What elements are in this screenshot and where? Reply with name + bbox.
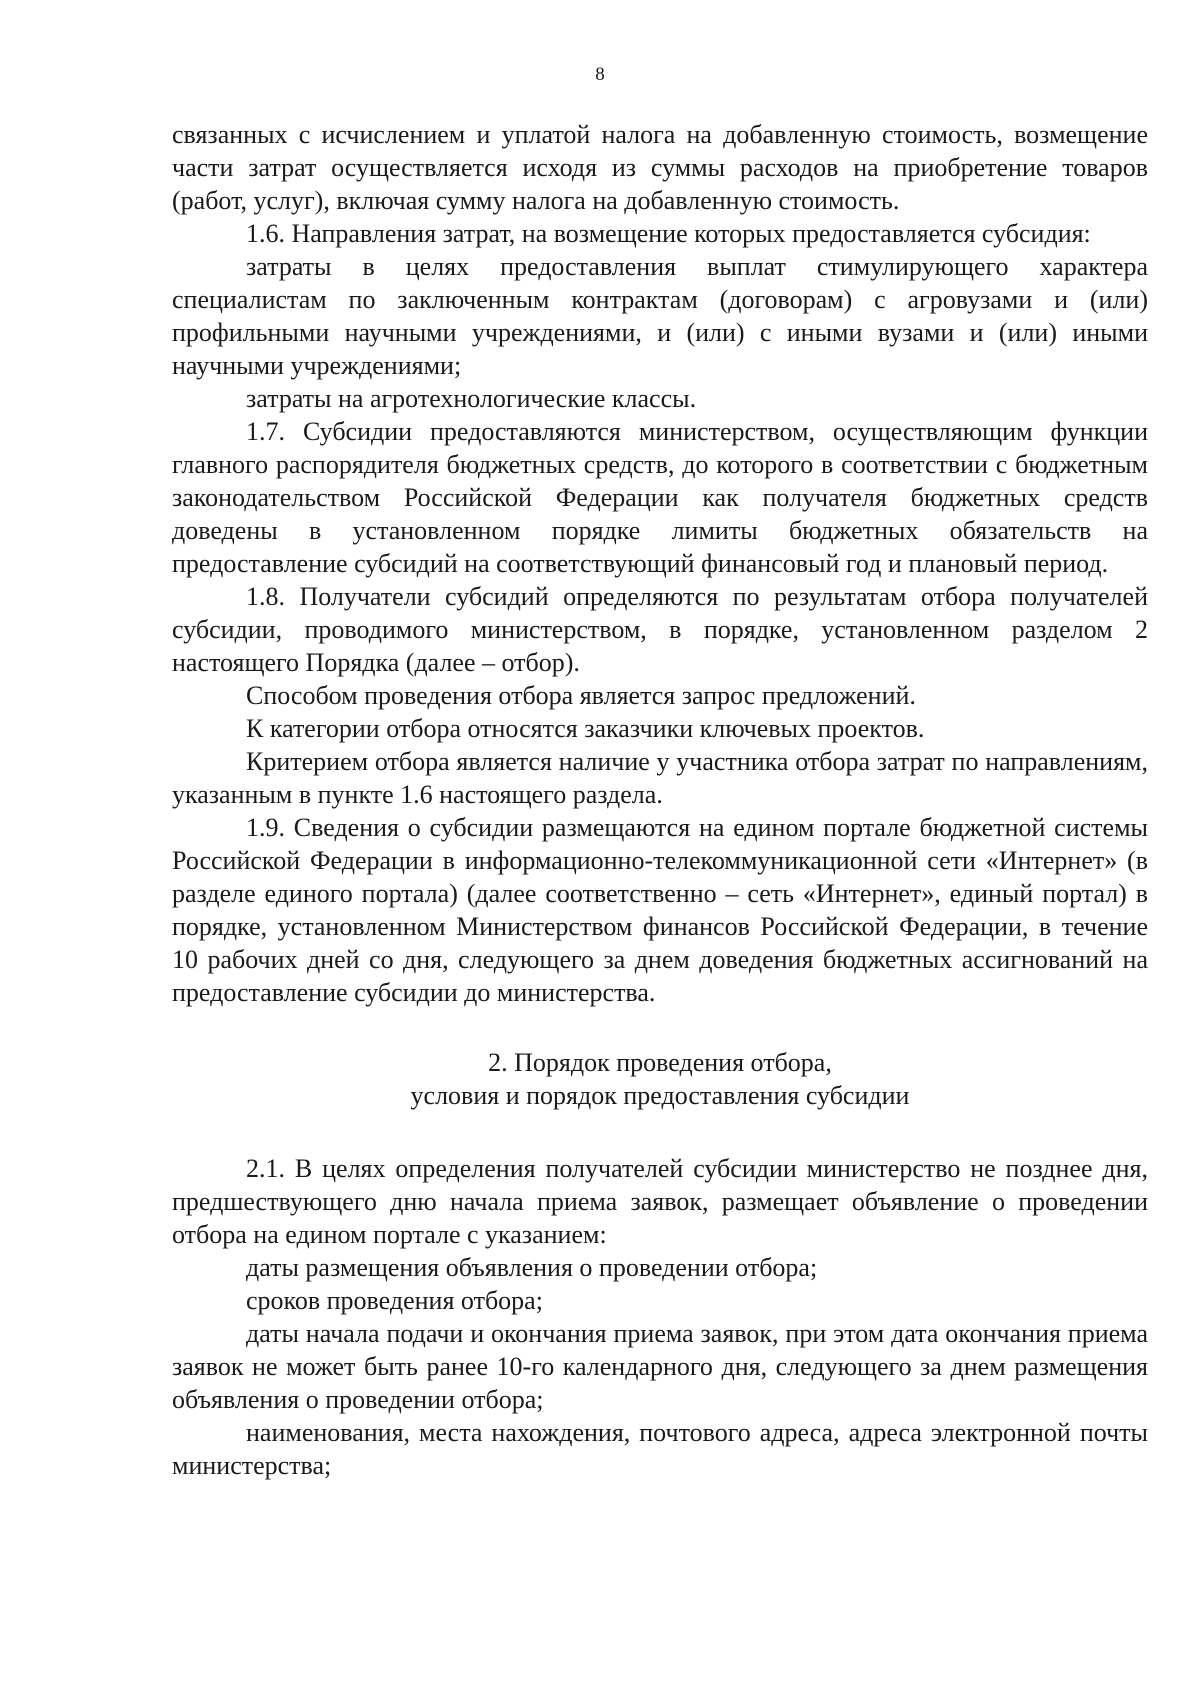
paragraph: 1.9. Сведения о субсидии размещаются на едином портале бюджетной системы Российской Федерации в информационно-телекоммуникационной сети «Интернет» (в разделе единого портала) (далее соответственно – сеть «Интернет», единый портал) в порядке, установленном Министерством финансов Российской Федерации, в течение 10 рабочих дней со дня, следующего за днем доведения бюджетных ассигнований на предоставление субсидии до министерства. xyxy=(172,813,1148,1007)
paragraph: 2.1. В целях определения получателей субсидии министерство не позднее дня, предшествующего дню начала приема заявок, размещает объявление о проведении отбора на едином портале с указанием: xyxy=(172,1154,1148,1249)
paragraph: Способом проведения отбора является запрос предложений. xyxy=(246,681,916,710)
paragraph: сроков проведения отбора; xyxy=(246,1286,543,1315)
paragraph: даты начала подачи и окончания приема заявок, при этом дата окончания приема заявок не может быть ранее 10-го календарного дня, следующего за днем размещения объявления о проведении отбора; xyxy=(172,1319,1148,1414)
section-heading-line: 2. Порядок проведения отбора, xyxy=(488,1048,832,1077)
paragraph: 1.6. Направления затрат, на возмещение которых предоставляется субсидия: xyxy=(246,219,1091,248)
page-number: 8 xyxy=(595,64,605,85)
document-body xyxy=(172,118,1148,1482)
paragraph: наименования, места нахождения, почтового адреса, адреса электронной почты министерства; xyxy=(172,1418,1148,1480)
paragraph: 1.8. Получатели субсидий определяются по результатам отбора получателей субсидии, проводимого министерством, в порядке, установленном разделом 2 настоящего Порядка (далее – отбор). xyxy=(172,582,1148,677)
paragraph: 1.7. Субсидии предоставляются министерством, осуществляющим функции главного распорядителя бюджетных средств, до которого в соответствии с бюджетным законодательством Российской Федерации как получателя бюджетных средств доведены в установленном порядке лимиты бюджетных обязательств на предоставление субсидий на соответствующий финансовый год и плановый период. xyxy=(172,417,1148,578)
section-heading-line: условия и порядок предоставления субсидии xyxy=(410,1081,910,1110)
section-heading xyxy=(172,1046,1148,1112)
paragraph: Критерием отбора является наличие у участника отбора затрат по направлениям, указанным в пункте 1.6 настоящего раздела. xyxy=(172,747,1148,809)
paragraph: К категории отбора относятся заказчики ключевых проектов. xyxy=(246,714,925,743)
paragraph: затраты в целях предоставления выплат стимулирующего характера специалистам по заключенным контрактам (договорам) с агровузами и (или) профильными научными учреждениями, и (или) с иными вузами и (или) иными научными учреждениями; xyxy=(172,252,1148,380)
paragraph: связанных с исчислением и уплатой налога на добавленную стоимость, возмещение части затрат осуществляется исходя из суммы расходов на приобретение товаров (работ, услуг), включая сумму налога на добавленную стоимость. xyxy=(172,120,1148,215)
paragraph: затраты на агротехнологические классы. xyxy=(246,384,697,413)
paragraph: даты размещения объявления о проведении отбора; xyxy=(246,1253,818,1282)
